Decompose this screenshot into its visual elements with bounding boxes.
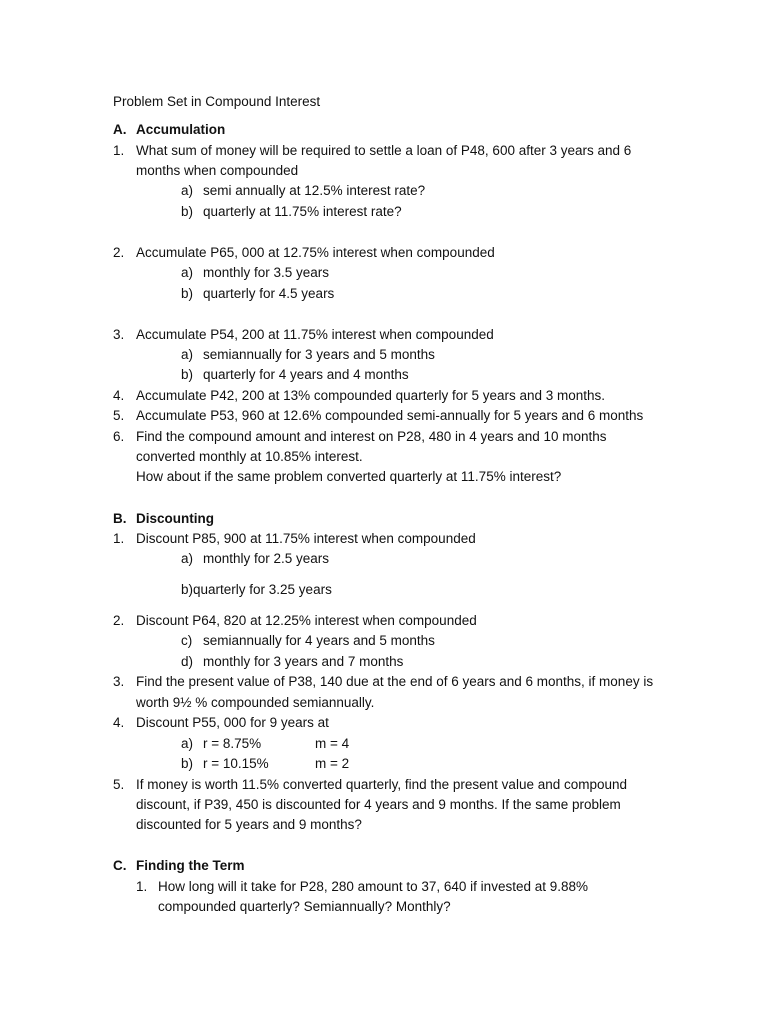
section-c-heading: Finding the Term	[136, 858, 245, 873]
subitem-text: quarterly at 11.75% interest rate?	[203, 204, 402, 219]
problem-text: Accumulate P53, 960 at 12.6% compounded semi-annually for 5 years and 6 months	[136, 408, 644, 423]
problem-number: 3.	[113, 674, 125, 689]
section-a-heading: Accumulation	[136, 122, 226, 137]
problem-text: Find the present value of P38, 140 due at the end of 6 years and 6 months, if money is	[136, 674, 654, 689]
subitem-text: monthly for 3.5 years	[203, 265, 330, 280]
subitem-marker: a)	[181, 551, 194, 566]
problem-number: 5.	[113, 777, 125, 792]
problem-text: months when compounded	[136, 163, 299, 178]
problem-text: If money is worth 11.5% converted quarterly, find the present value and compound	[136, 777, 628, 792]
subitem-text: monthly for 3 years and 7 months	[203, 654, 404, 669]
problem-text: How about if the same problem converted quarterly at 11.75% interest?	[136, 469, 562, 484]
problem-text: worth 9½ % compounded semiannually.	[136, 695, 375, 710]
subitem-text: quarterly for 4 years and 4 months	[203, 367, 409, 382]
problem-text: Find the compound amount and interest on P28, 480 in 4 years and 10 months	[136, 429, 607, 444]
problem-text: Accumulate P42, 200 at 13% compounded quarterly for 5 years and 3 months.	[136, 388, 606, 403]
subitem-marker: a)	[181, 265, 194, 280]
subitem-marker: b)	[181, 367, 194, 382]
subitem-marker: a)	[181, 736, 194, 751]
subitem-marker: b)	[181, 756, 194, 771]
subitem-marker: a)	[181, 183, 194, 198]
subitem-marker: c)	[181, 633, 193, 648]
rate-value: r = 8.75%	[203, 736, 262, 751]
problem-number: 1.	[113, 531, 125, 546]
rate-value: r = 10.15%	[203, 756, 269, 771]
problem-number: 5.	[113, 408, 125, 423]
subitem-text: semiannually for 4 years and 5 months	[203, 633, 435, 648]
problem-text: Discount P64, 820 at 12.25% interest when compounded	[136, 613, 477, 628]
problem-number: 4.	[113, 715, 125, 730]
problem-text: discounted for 5 years and 9 months?	[136, 817, 362, 832]
section-b-heading: Discounting	[136, 511, 214, 526]
section-a-marker: A.	[113, 122, 127, 137]
problem-number: 3.	[113, 327, 125, 342]
subitem-text: semi annually at 12.5% interest rate?	[203, 183, 426, 198]
subitem-marker: b)	[181, 204, 194, 219]
section-c-marker: C.	[113, 858, 127, 873]
subitem-marker: d)	[181, 654, 194, 669]
problem-number: 1.	[136, 879, 148, 894]
subitem-marker: b)	[181, 286, 194, 301]
subitem-marker: a)	[181, 347, 194, 362]
problem-number: 2.	[113, 245, 125, 260]
problem-number: 6.	[113, 429, 125, 444]
problem-text: What sum of money will be required to settle a loan of P48, 600 after 3 years and 6	[136, 143, 632, 158]
periods-value: m = 2	[315, 756, 350, 771]
document-title: Problem Set in Compound Interest	[113, 94, 321, 109]
periods-value: m = 4	[315, 736, 350, 751]
problem-text: converted monthly at 10.85% interest.	[136, 449, 363, 464]
problem-text: How long will it take for P28, 280 amount to 37, 640 if invested at 9.88%	[158, 879, 589, 894]
problem-text: Discount P85, 900 at 11.75% interest when compounded	[136, 531, 476, 546]
problem-number: 1.	[113, 143, 125, 158]
subitem-text: semiannually for 3 years and 5 months	[203, 347, 435, 362]
problem-text: discount, if P39, 450 is discounted for 4 years and 9 months. If the same problem	[136, 797, 621, 812]
subitem-text: quarterly for 4.5 years	[203, 286, 335, 301]
problem-text: Accumulate P65, 000 at 12.75% interest when compounded	[136, 245, 495, 260]
problem-text: compounded quarterly? Semiannually? Monthly?	[158, 899, 451, 914]
subitem-text: monthly for 2.5 years	[203, 551, 330, 566]
problem-text: Accumulate P54, 200 at 11.75% interest when compounded	[136, 327, 494, 342]
problem-text: Discount P55, 000 for 9 years at	[136, 715, 329, 730]
subitem-text: b)quarterly for 3.25 years	[181, 582, 332, 597]
problem-number: 2.	[113, 613, 125, 628]
problem-number: 4.	[113, 388, 125, 403]
section-b-marker: B.	[113, 511, 127, 526]
